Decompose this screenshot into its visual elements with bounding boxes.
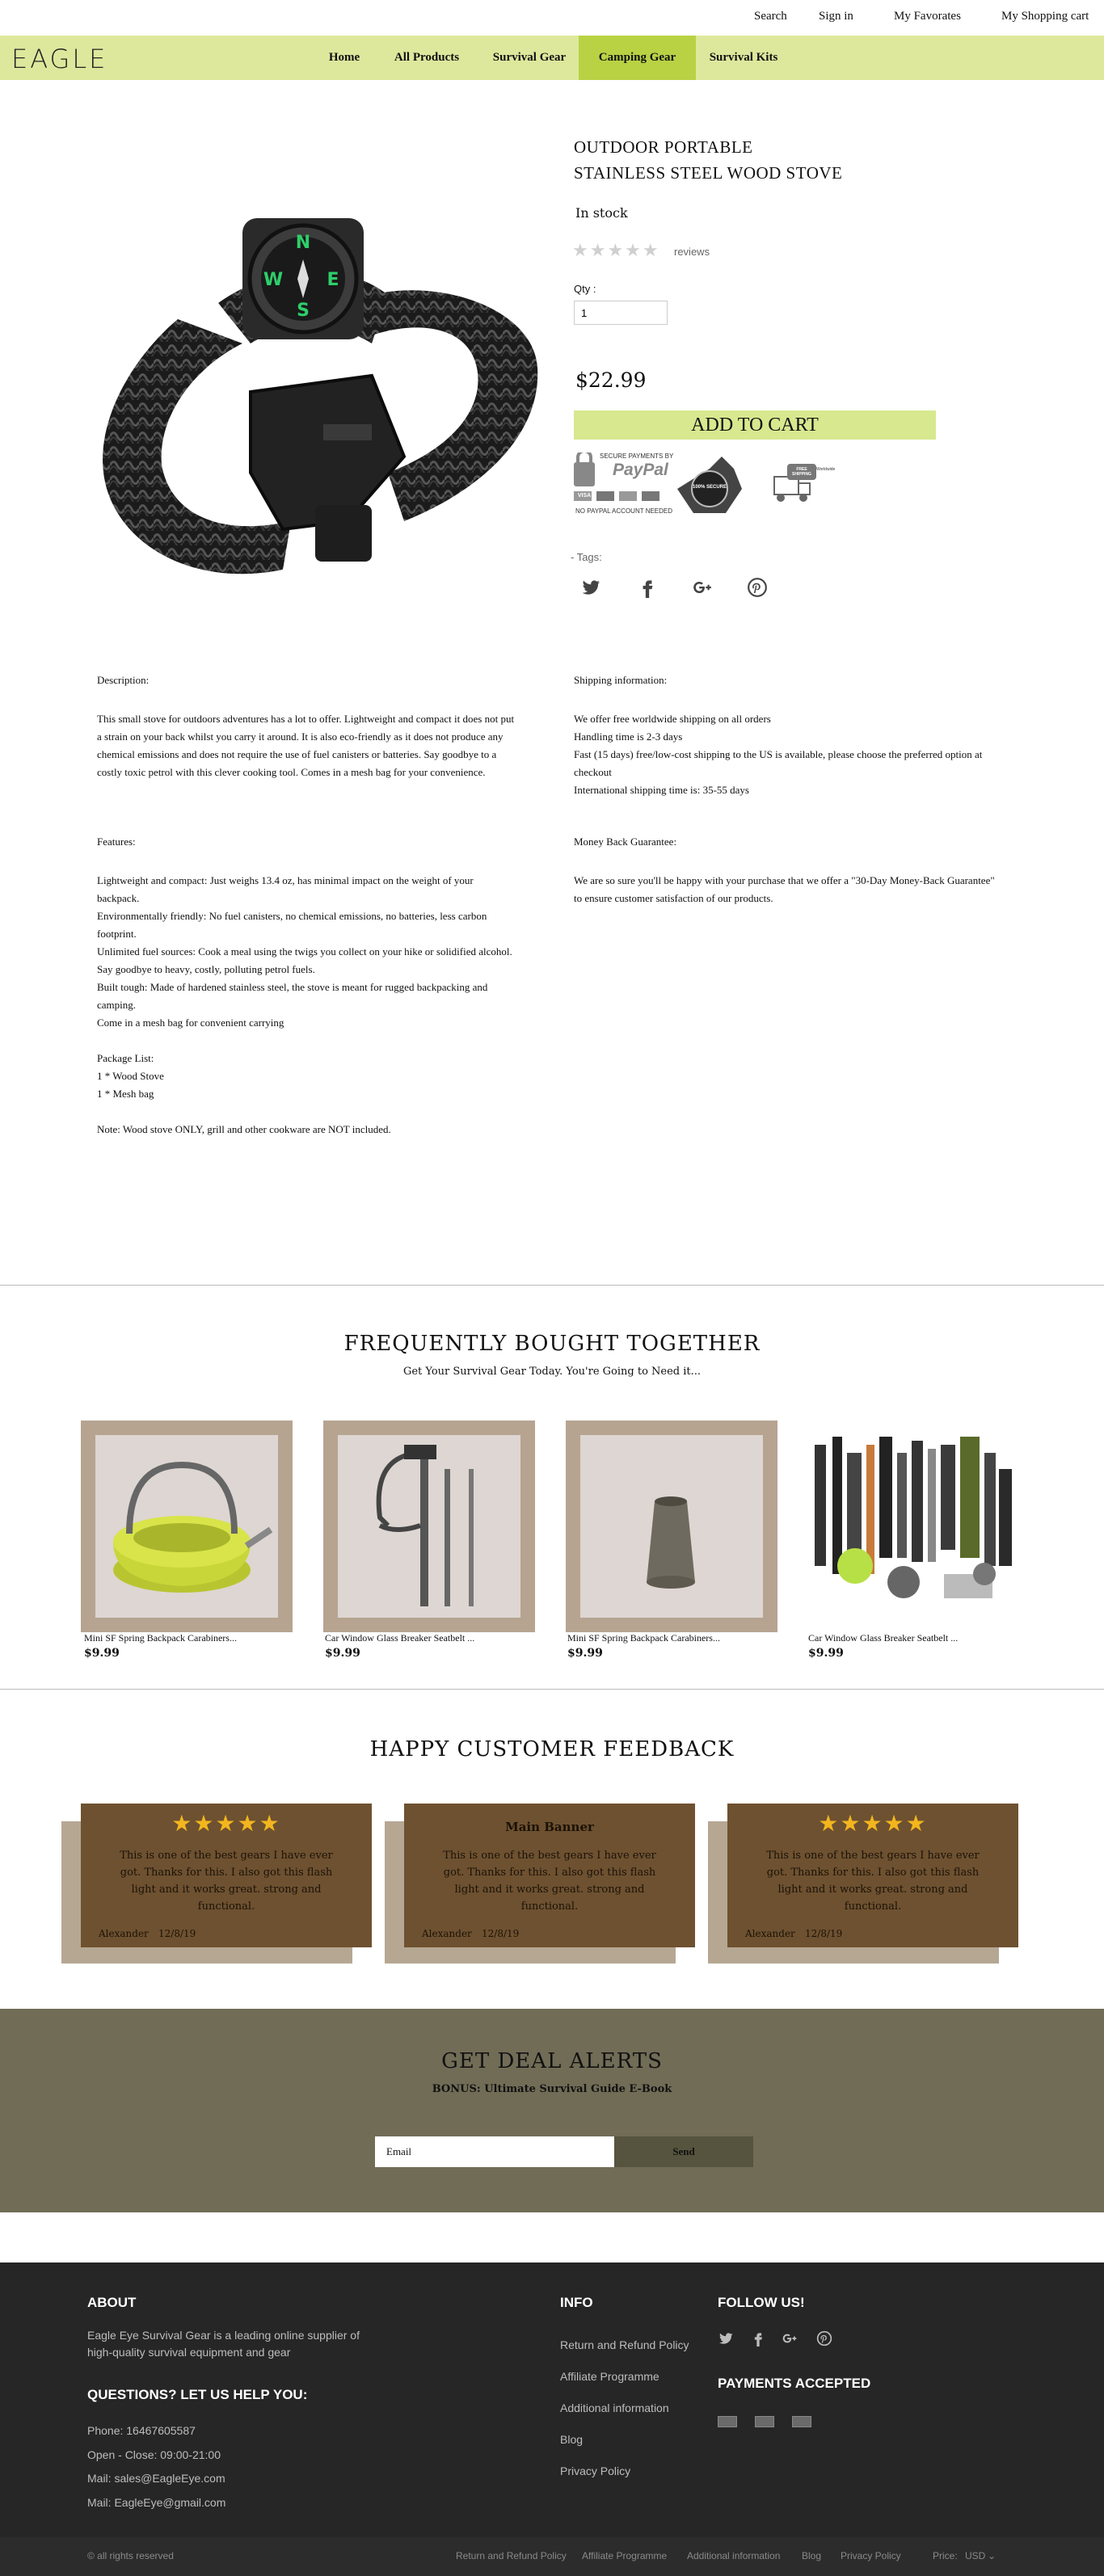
price-label: Price:: [933, 2550, 958, 2561]
qty-label: Qty :: [574, 283, 596, 295]
shipping-line: Handling time is 2-3 days: [574, 730, 683, 743]
reviews-link[interactable]: reviews: [674, 246, 710, 258]
footer-mail-sales[interactable]: Mail: sales@EagleEye.com: [87, 2472, 225, 2485]
footer-google-plus-icon[interactable]: [781, 2330, 799, 2347]
rating-stars[interactable]: ★★★★★: [572, 241, 660, 261]
fbt-item-price: $9.99: [808, 1647, 844, 1660]
copyright: © all rights reserved: [87, 2550, 174, 2561]
package-heading: Package List:: [97, 1052, 154, 1064]
feedback-author: Alexander: [745, 1928, 795, 1939]
feedback-card: [404, 1804, 695, 1947]
nav-home[interactable]: Home: [328, 51, 360, 64]
product-title-line1: OUTDOOR PORTABLE: [574, 137, 753, 157]
fbt-item-price: $9.99: [84, 1647, 120, 1660]
paypal-card-icon: [718, 2416, 737, 2427]
bottom-link-refund[interactable]: Return and Refund Policy: [456, 2550, 567, 2561]
deal-subtitle: BONUS: Ultimate Survival Guide E-Book: [432, 2083, 672, 2095]
feedback-stars: ★★★★★: [818, 1810, 928, 1837]
deal-title: GET DEAL ALERTS: [441, 2049, 663, 2073]
footer-link-privacy[interactable]: Privacy Policy: [560, 2464, 631, 2477]
footer-payments-heading: PAYMENTS ACCEPTED: [718, 2376, 871, 2391]
badge-visa-text: VISA: [577, 493, 592, 499]
feedback-stars: ★★★★★: [171, 1810, 281, 1837]
bottom-link-privacy[interactable]: Privacy Policy: [841, 2550, 901, 2561]
footer-help-heading: QUESTIONS? LET US HELP YOU:: [87, 2387, 308, 2402]
signin-link[interactable]: Sign in: [819, 10, 853, 23]
feedback-text: This is one of the best gears I have ever got. Thanks for this. I also got this flash light and it works great. strong and functional.: [120, 1850, 333, 1913]
search-link[interactable]: Search: [754, 10, 787, 23]
shopping-cart-link[interactable]: My Shopping cart: [1001, 10, 1089, 23]
package-item: 1 * Mesh bag: [97, 1088, 154, 1100]
shipping-info: [574, 710, 1002, 799]
feedback-date: 12/8/19: [805, 1928, 843, 1939]
section-divider: [0, 1285, 1104, 1286]
feedback-banner: Main Banner: [505, 1820, 594, 1834]
bottom-link-additional-info[interactable]: Additional information: [687, 2550, 781, 2561]
footer-link-blog[interactable]: Blog: [560, 2433, 584, 2446]
product-image[interactable]: [81, 182, 558, 594]
svg-text:E: E: [327, 270, 339, 290]
fbt-product-image-tip[interactable]: [566, 1421, 777, 1632]
main-nav: [0, 36, 1104, 80]
svg-text:W: W: [263, 270, 284, 290]
feedback-date: 12/8/19: [158, 1928, 196, 1939]
stock-status: In stock: [575, 205, 628, 221]
product-price: $22.99: [575, 368, 647, 392]
shipping-line: Fast (15 days) free/low-cost shipping to the US is available, please choose the preferred option at checkout: [574, 748, 983, 778]
visa-card-icon: [755, 2416, 774, 2427]
footer-bottom-bar: [0, 2537, 1104, 2576]
feature-item: Come in a mesh bag for convenient carrying: [97, 1017, 284, 1029]
pinterest-icon[interactable]: [747, 577, 768, 598]
favorites-link[interactable]: My Favorates: [894, 10, 961, 23]
features-heading: Features:: [97, 836, 136, 848]
money-back-body: We are so sure you'll be happy with your purchase that we offer a "30-Day Money-Back Guarantee" to ensure customer satisfaction of our products.: [574, 874, 995, 904]
footer-about-text: Eagle Eye Survival Gear is a leading online supplier of high-quality survival equipment and gear: [87, 2329, 360, 2359]
badge-shipping-text: FREE SHIPPING: [792, 467, 811, 477]
description-body: This small stove for outdoors adventures has a lot to offer. Lightweight and compact it does not put a strain on your back whilst you carry it around. It is also eco-friendly as it does not produce any chemical emissions and does not require the use of fuel canisters or batteries. Say goodbye to a costly toxic petrol with this clever cooking tool. Comes in a mesh bag for your convenience.: [97, 713, 515, 778]
product-title: [574, 134, 842, 186]
section-divider: [0, 1689, 1104, 1690]
svg-text:S: S: [297, 301, 310, 321]
features-list: [97, 872, 517, 1139]
footer-phone: Phone: 16467605587: [87, 2424, 196, 2437]
fbt-item-name[interactable]: Mini SF Spring Backpack Carabiners...: [567, 1632, 720, 1644]
bottom-link-affiliate[interactable]: Affiliate Programme: [582, 2550, 668, 2561]
package-note: Note: Wood stove ONLY, grill and other cookware are NOT included.: [97, 1123, 391, 1135]
tags-label: - Tags:: [571, 551, 602, 563]
logo[interactable]: EAGLE: [11, 44, 108, 74]
nav-survival-kits[interactable]: Survival Kits: [709, 51, 778, 64]
google-plus-icon[interactable]: [692, 577, 713, 598]
fbt-item-price: $9.99: [567, 1647, 603, 1660]
badge-seal-text: 100% SECURE: [692, 485, 727, 490]
nav-survival-gear[interactable]: Survival Gear: [492, 51, 567, 64]
card-icon: [792, 2416, 811, 2427]
email-input[interactable]: Email: [375, 2136, 614, 2167]
footer-facebook-icon[interactable]: [750, 2330, 766, 2347]
currency-select[interactable]: USD: [965, 2550, 986, 2561]
fbt-item-name[interactable]: Mini SF Spring Backpack Carabiners...: [84, 1632, 237, 1644]
footer: [0, 2262, 1104, 2576]
shipping-line: We offer free worldwide shipping on all orders: [574, 713, 771, 725]
footer-link-affiliate[interactable]: Affiliate Programme: [560, 2370, 659, 2383]
footer-pinterest-icon[interactable]: [816, 2330, 832, 2347]
feedback-author: Alexander: [99, 1928, 149, 1939]
feedback-date: 12/8/19: [482, 1928, 520, 1939]
chevron-down-icon[interactable]: ⌄: [988, 2550, 997, 2561]
footer-about-heading: ABOUT: [87, 2295, 137, 2310]
badge-paypal-text: PayPal: [613, 461, 668, 479]
add-to-cart-button[interactable]: ADD TO CART: [574, 410, 936, 440]
fbt-product-image-kettle[interactable]: [81, 1421, 293, 1632]
fbt-subtitle: Get Your Survival Gear Today. You're Going to Need it...: [402, 1366, 702, 1378]
shipping-heading: Shipping information:: [574, 674, 668, 686]
nav-camping-gear[interactable]: Camping Gear: [579, 36, 696, 80]
twitter-icon[interactable]: [580, 577, 601, 598]
top-bar: [0, 0, 1104, 36]
feedback-text: This is one of the best gears I have ever got. Thanks for this. I also got this flash light and it works great. strong and functional.: [766, 1850, 980, 1913]
quantity-input[interactable]: [574, 301, 668, 325]
feedback-author: Alexander: [422, 1928, 472, 1939]
fbt-item-price: $9.99: [325, 1647, 360, 1660]
footer-link-refund[interactable]: Return and Refund Policy: [560, 2338, 689, 2351]
bottom-link-blog[interactable]: Blog: [802, 2550, 822, 2561]
facebook-icon[interactable]: [637, 577, 658, 598]
footer-mail-gmail[interactable]: Mail: EagleEye@gmail.com: [87, 2496, 226, 2509]
money-back-heading: Money Back Guarantee:: [574, 836, 677, 848]
fbt-title: FREQUENTLY BOUGHT TOGETHER: [343, 1332, 761, 1356]
fbt-item-name[interactable]: Car Window Glass Breaker Seatbelt ...: [325, 1632, 475, 1644]
svg-text:N: N: [295, 233, 311, 253]
fbt-item-name[interactable]: Car Window Glass Breaker Seatbelt ...: [808, 1632, 959, 1644]
footer-info-heading: INFO: [560, 2295, 593, 2310]
description-heading: Description:: [97, 674, 150, 686]
deal-alerts-section: [0, 2009, 1104, 2212]
badge-secure-text: SECURE PAYMENTS BY: [600, 452, 674, 460]
badge-no-account-text: NO PAYPAL ACCOUNT NEEDED: [575, 507, 673, 515]
feedback-title: HAPPY CUSTOMER FEEDBACK: [369, 1737, 735, 1762]
shipping-line: International shipping time is: 35-55 days: [574, 784, 749, 796]
badge-shipping-small-text: Worldwide: [816, 467, 836, 472]
nav-all-products[interactable]: All Products: [394, 51, 460, 64]
footer-link-additional-info[interactable]: Additional information: [560, 2401, 669, 2414]
trust-badges: [572, 452, 839, 521]
package-item: 1 * Wood Stove: [97, 1070, 164, 1082]
feature-item: Unlimited fuel sources: Cook a meal using the twigs you collect on your hike or solidified alcohol. Say goodbye to heavy, costly, polluting petrol fuels.: [97, 945, 512, 975]
feature-item: Environmentally friendly: No fuel canisters, no chemical emissions, no batteries, less carbon footprint.: [97, 910, 487, 940]
feature-item: Built tough: Made of hardened stainless steel, the stove is meant for rugged backpacking and camping.: [97, 981, 488, 1011]
product-title-line2: STAINLESS STEEL WOOD STOVE: [574, 163, 843, 183]
send-button[interactable]: Send: [614, 2136, 753, 2167]
feature-item: Lightweight and compact: Just weighs 13.4 oz, has minimal impact on the weight of your backpack.: [97, 874, 474, 904]
footer-follow-heading: FOLLOW US!: [718, 2295, 805, 2310]
footer-twitter-icon[interactable]: [718, 2330, 734, 2347]
feedback-text: This is one of the best gears I have ever got. Thanks for this. I also got this flash light and it works great. strong and functional.: [443, 1850, 656, 1913]
feedback-card: [727, 1804, 1018, 1947]
fbt-product-image-poles[interactable]: [323, 1421, 535, 1632]
fbt-product-image-survival-kit[interactable]: [807, 1421, 1018, 1632]
feedback-card: [81, 1804, 372, 1947]
footer-hours: Open - Close: 09:00-21:00: [87, 2448, 221, 2461]
